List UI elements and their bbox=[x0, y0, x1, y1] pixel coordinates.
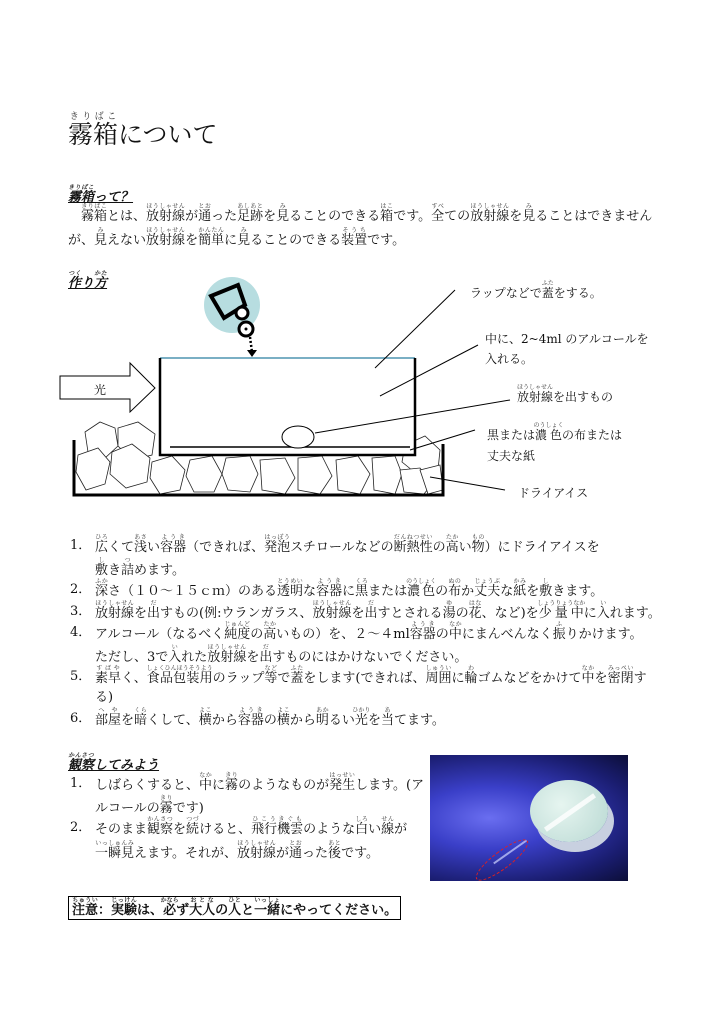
step-text: 深ふかさ（１０～１５ｃｍ）のある透明とうめいな容器ようきに黒くろまたは濃色のうしょくの布ぬのか丈夫じょうぶな紙かみを敷しきます。 bbox=[95, 578, 604, 599]
section-heading-what-is: 霧箱きりばこって？ bbox=[68, 184, 134, 205]
caution-note: 注意ちゅうい：実験じっけんは、必かならず大人おとなの人ひとと一緒いっしょにやってください。 bbox=[68, 896, 401, 920]
page-title: 霧箱きりばこについて bbox=[68, 112, 218, 149]
step-text: ルコールの霧きりです) bbox=[95, 795, 204, 816]
step-text: 敷しき詰つめます。 bbox=[95, 557, 186, 578]
diagram-label-cloth-2: 丈夫な紙 bbox=[487, 449, 536, 463]
light-label: 光 bbox=[94, 383, 107, 397]
step-number: 2． bbox=[70, 820, 92, 835]
diagram-label-alcohol: 中に、2~4ml のアルコールを bbox=[485, 332, 649, 346]
radioactive-source-icon bbox=[204, 277, 260, 357]
section-heading-how-to-make: 作つくり方かた bbox=[68, 270, 108, 291]
step-number: 1． bbox=[70, 776, 92, 791]
intro-line-2: が、見みえない放射線ほうしゃせんを簡単かんたんに見みることのできる装置そうちです。 bbox=[68, 227, 406, 248]
transparent-container bbox=[160, 358, 415, 455]
cloud-chamber-photo bbox=[430, 755, 628, 881]
diagram-label-source: 放射線ほうしゃせんを出すもの bbox=[517, 384, 614, 404]
step-number: 4． bbox=[70, 625, 92, 640]
diagram-label-cloth: 黒または濃色のうしょくの布または bbox=[487, 422, 623, 442]
step-number: 5． bbox=[70, 669, 92, 684]
step-number: 6． bbox=[70, 711, 92, 726]
step-text: る) bbox=[95, 690, 114, 705]
step-text: ただし、3で入いれた放射線ほうしゃせんを出だすものにはかけないでください。 bbox=[95, 644, 468, 665]
step-number: 3． bbox=[70, 604, 92, 619]
step-text: アルコール（なるべく純度じゅんどの高たかいもの）を、２～４ml容器ようきの中なかにまんべんなく振ふりかけます。 bbox=[95, 621, 643, 642]
step-text: 一瞬見いっしゅんみえます。それが、放射線ほうしゃせんが通とおった後あとです。 bbox=[95, 840, 380, 861]
diagram-label-alcohol-2: 入れる。 bbox=[485, 352, 534, 366]
diagram-label-lid: ラップなどで蓋ふたをする。 bbox=[470, 280, 602, 300]
step-text: 素早すばやく、食品包装用しょくひんほうそうようのラップ等などで蓋ふたをします(できれば、周囲しゅういに輪わゴムなどをかけて中なかを密閉みっぺいす bbox=[95, 665, 647, 686]
light-arrow bbox=[60, 363, 155, 412]
diagram-label-dry-ice: ドライアイス bbox=[518, 486, 589, 500]
step-text: 広ひろくて浅あさい容器ようき（できれば、発泡はっぽうスチロールなどの断熱性だんねつせいの高たかい物もの）にドライアイスを bbox=[95, 534, 600, 555]
section-heading-observe: 観察かんさつしてみよう bbox=[68, 752, 160, 773]
trail-marker bbox=[471, 834, 533, 881]
intro-line-1: 霧箱きりばことは、放射線ほうしゃせんが通とおった足跡あしあとを見みることのできる箱はこです。全すべての放射線ほうしゃせんを見みることはできません bbox=[81, 203, 653, 224]
step-text: しばらくすると、中なかに霧きりのようなものが発生はっせいします。(ア bbox=[95, 772, 425, 793]
step-text: 部屋へやを暗くらくして、横よこから容器ようきの横よこから明あかるい光ひかりを当あてます。 bbox=[95, 707, 445, 728]
step-text: そのまま観察かんさつを続つづけると、飛行機雲ひこうきぐものような白しろい線せんが bbox=[95, 816, 408, 837]
step-number: 2． bbox=[70, 582, 92, 597]
step-text: 放射線ほうしゃせんを出だすもの(例:ウランガラス、放射線ほうしゃせんを出だすとされる湯ゆの花はな、など)を少量中しょうりょうなかに入いれます。 bbox=[95, 600, 661, 621]
step-number: 1． bbox=[70, 538, 92, 553]
